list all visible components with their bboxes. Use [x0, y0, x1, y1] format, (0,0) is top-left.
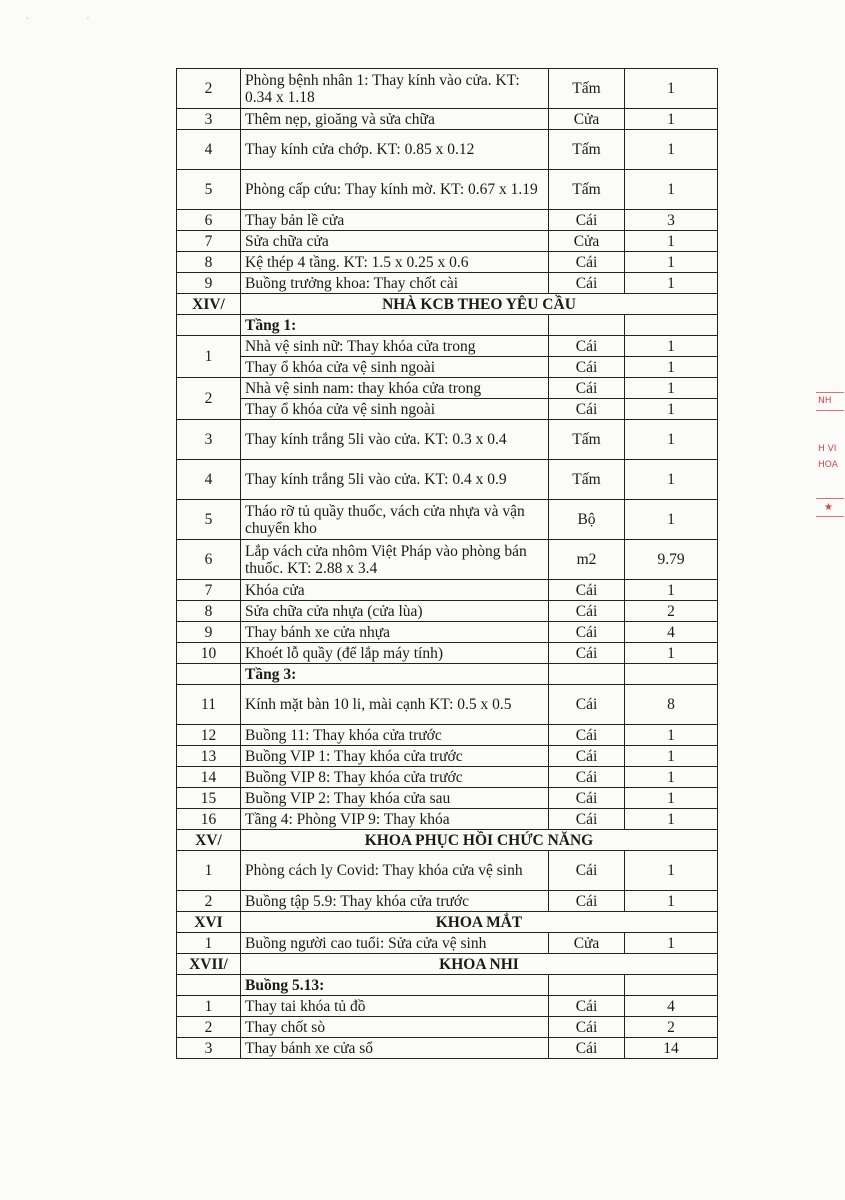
table-row: [177, 357, 718, 378]
row-unit: Cái: [549, 891, 625, 912]
table-row: [177, 996, 718, 1017]
row-description: Thay bánh xe cửa sổ: [241, 1038, 549, 1059]
table-row: [177, 767, 718, 788]
table-row: [177, 601, 718, 622]
row-number: 1: [177, 851, 241, 891]
table-row: [177, 109, 718, 130]
row-quantity: 1: [625, 69, 718, 109]
scan-specks: · ·: [26, 14, 118, 23]
row-number: 2: [177, 378, 241, 420]
section-number: XVI: [177, 912, 241, 933]
row-description: Nhà vệ sinh nam: thay khóa cửa trong: [241, 378, 549, 399]
table-row: [177, 1017, 718, 1038]
row-description: Kệ thép 4 tầng. KT: 1.5 x 0.25 x 0.6: [241, 252, 549, 273]
row-quantity: 1: [625, 460, 718, 500]
repair-items-table: [176, 68, 718, 1059]
row-quantity: 1: [625, 420, 718, 460]
table-row: [177, 170, 718, 210]
row-quantity: 1: [625, 891, 718, 912]
row-unit: Cái: [549, 996, 625, 1017]
table-row: [177, 130, 718, 170]
table-row: [177, 891, 718, 912]
row-description: Thay ổ khóa cửa vệ sinh ngoài: [241, 399, 549, 420]
row-quantity: 1: [625, 273, 718, 294]
row-quantity: 1: [625, 788, 718, 809]
table-row: [177, 69, 718, 109]
table-row: [177, 725, 718, 746]
row-unit: Tấm: [549, 130, 625, 170]
row-description: Buồng 11: Thay khóa cửa trước: [241, 725, 549, 746]
row-unit: Cái: [549, 746, 625, 767]
row-number: 8: [177, 601, 241, 622]
row-number: 1: [177, 933, 241, 954]
row-description: Phòng bệnh nhân 1: Thay kính vào cửa. KT: 0.34 x 1.18: [241, 69, 549, 109]
row-quantity: 1: [625, 746, 718, 767]
row-number: 10: [177, 643, 241, 664]
row-unit: Cửa: [549, 933, 625, 954]
row-quantity: 14: [625, 1038, 718, 1059]
row-number: 6: [177, 210, 241, 231]
row-description: Buồng tập 5.9: Thay khóa cửa trước: [241, 891, 549, 912]
row-description: Thay tai khóa tủ đồ: [241, 996, 549, 1017]
row-quantity: 1: [625, 252, 718, 273]
empty-cell: [177, 664, 241, 685]
section-title: KHOA MẮT: [241, 912, 718, 933]
row-unit: Cái: [549, 273, 625, 294]
section-header-row: [177, 954, 718, 975]
subheading: Buồng 5.13:: [241, 975, 549, 996]
table-row: [177, 336, 718, 357]
row-unit: Cái: [549, 643, 625, 664]
row-number: 5: [177, 170, 241, 210]
row-number: 1: [177, 996, 241, 1017]
row-unit: Cái: [549, 851, 625, 891]
row-number: 2: [177, 1017, 241, 1038]
row-quantity: 1: [625, 809, 718, 830]
row-quantity: 9.79: [625, 540, 718, 580]
row-description: Tháo rỡ tủ quầy thuốc, vách cửa nhựa và vận chuyển kho: [241, 500, 549, 540]
empty-cell: [625, 315, 718, 336]
row-number: 7: [177, 231, 241, 252]
subheading-row: [177, 664, 718, 685]
row-unit: Cửa: [549, 231, 625, 252]
table-row: [177, 809, 718, 830]
section-number: XIV/: [177, 294, 241, 315]
table-row: [177, 273, 718, 294]
section-title: KHOA PHỤC HỒI CHỨC NĂNG: [241, 830, 718, 851]
stamp-text-2: H VI: [818, 444, 837, 454]
stamp-text-3: HOA: [818, 460, 838, 470]
table-row: [177, 851, 718, 891]
row-description: Thay kính trắng 5li vào cửa. KT: 0.4 x 0.9: [241, 460, 549, 500]
row-unit: Cửa: [549, 109, 625, 130]
red-seal-stamp: [812, 390, 845, 530]
row-quantity: 1: [625, 643, 718, 664]
row-number: 11: [177, 685, 241, 725]
row-description: Buồng VIP 1: Thay khóa cửa trước: [241, 746, 549, 767]
row-quantity: 8: [625, 685, 718, 725]
row-quantity: 1: [625, 357, 718, 378]
row-unit: Cái: [549, 378, 625, 399]
row-description: Thay chốt sò: [241, 1017, 549, 1038]
table-row: [177, 580, 718, 601]
table-row: [177, 622, 718, 643]
table-row: [177, 231, 718, 252]
row-unit: Cái: [549, 767, 625, 788]
table-row: [177, 643, 718, 664]
row-unit: Cái: [549, 809, 625, 830]
table-row: [177, 500, 718, 540]
table-row: [177, 685, 718, 725]
row-unit: Tấm: [549, 69, 625, 109]
section-header-row: [177, 294, 718, 315]
table-row: [177, 378, 718, 399]
row-quantity: 1: [625, 130, 718, 170]
table-row: [177, 933, 718, 954]
row-unit: Cái: [549, 252, 625, 273]
empty-cell: [549, 315, 625, 336]
row-quantity: 1: [625, 378, 718, 399]
section-number: XV/: [177, 830, 241, 851]
row-unit: Cái: [549, 1017, 625, 1038]
row-quantity: 1: [625, 933, 718, 954]
empty-cell: [177, 315, 241, 336]
row-quantity: 1: [625, 399, 718, 420]
row-quantity: 4: [625, 622, 718, 643]
row-quantity: 1: [625, 767, 718, 788]
row-description: Thay bánh xe cửa nhựa: [241, 622, 549, 643]
row-number: 3: [177, 420, 241, 460]
row-quantity: 1: [625, 500, 718, 540]
row-description: Thay kính cửa chớp. KT: 0.85 x 0.12: [241, 130, 549, 170]
empty-cell: [625, 664, 718, 685]
row-number: 8: [177, 252, 241, 273]
row-number: 3: [177, 109, 241, 130]
row-unit: Cái: [549, 1038, 625, 1059]
empty-cell: [625, 975, 718, 996]
row-number: 3: [177, 1038, 241, 1059]
row-quantity: 3: [625, 210, 718, 231]
row-quantity: 1: [625, 851, 718, 891]
row-description: Sửa chữa cửa: [241, 231, 549, 252]
row-quantity: 2: [625, 1017, 718, 1038]
row-description: Nhà vệ sinh nữ: Thay khóa cửa trong: [241, 336, 549, 357]
table-row: [177, 420, 718, 460]
row-unit: Tấm: [549, 460, 625, 500]
row-unit: Cái: [549, 725, 625, 746]
row-quantity: 1: [625, 109, 718, 130]
empty-cell: [177, 975, 241, 996]
section-header-row: [177, 912, 718, 933]
row-quantity: 1: [625, 231, 718, 252]
subheading-row: [177, 315, 718, 336]
empty-cell: [549, 975, 625, 996]
row-number: 13: [177, 746, 241, 767]
table-row: [177, 788, 718, 809]
row-number: 1: [177, 336, 241, 378]
row-description: Buồng VIP 8: Thay khóa cửa trước: [241, 767, 549, 788]
section-title: NHÀ KCB THEO YÊU CẦU: [241, 294, 718, 315]
table-row: [177, 540, 718, 580]
row-unit: Cái: [549, 210, 625, 231]
table-row: [177, 399, 718, 420]
row-description: Thay ổ khóa cửa vệ sinh ngoài: [241, 357, 549, 378]
row-quantity: 1: [625, 336, 718, 357]
row-quantity: 4: [625, 996, 718, 1017]
row-number: 5: [177, 500, 241, 540]
row-number: 6: [177, 540, 241, 580]
row-unit: Cái: [549, 622, 625, 643]
row-quantity: 1: [625, 580, 718, 601]
row-unit: Tấm: [549, 170, 625, 210]
stamp-star: ★: [824, 502, 833, 513]
stamp-text-1: NH: [818, 396, 832, 406]
row-quantity: 2: [625, 601, 718, 622]
table-row: [177, 210, 718, 231]
row-number: 2: [177, 69, 241, 109]
row-number: 2: [177, 891, 241, 912]
row-number: 4: [177, 460, 241, 500]
subheading: Tầng 3:: [241, 664, 549, 685]
row-description: Buồng VIP 2: Thay khóa cửa sau: [241, 788, 549, 809]
row-number: 9: [177, 622, 241, 643]
row-number: 16: [177, 809, 241, 830]
row-unit: Cái: [549, 399, 625, 420]
table-body: [177, 69, 718, 1059]
table-row: [177, 746, 718, 767]
empty-cell: [549, 664, 625, 685]
row-number: 9: [177, 273, 241, 294]
row-unit: Tấm: [549, 420, 625, 460]
row-number: 4: [177, 130, 241, 170]
row-quantity: 1: [625, 170, 718, 210]
table-row: [177, 460, 718, 500]
section-header-row: [177, 830, 718, 851]
row-number: 12: [177, 725, 241, 746]
table-row: [177, 252, 718, 273]
row-number: 15: [177, 788, 241, 809]
row-description: Phòng cách ly Covid: Thay khóa cửa vệ sinh: [241, 851, 549, 891]
row-unit: m2: [549, 540, 625, 580]
section-title: KHOA NHI: [241, 954, 718, 975]
row-description: Thêm nẹp, gioăng và sửa chữa: [241, 109, 549, 130]
row-unit: Cái: [549, 336, 625, 357]
row-number: 7: [177, 580, 241, 601]
row-description: Khoét lỗ quầy (để lắp máy tính): [241, 643, 549, 664]
row-unit: Cái: [549, 601, 625, 622]
row-description: Thay kính trắng 5li vào cửa. KT: 0.3 x 0.4: [241, 420, 549, 460]
row-unit: Cái: [549, 357, 625, 378]
table-row: [177, 1038, 718, 1059]
row-unit: Cái: [549, 788, 625, 809]
row-description: Kính mặt bàn 10 li, mài cạnh KT: 0.5 x 0.5: [241, 685, 549, 725]
row-description: Khóa cửa: [241, 580, 549, 601]
row-description: Lắp vách cửa nhôm Việt Pháp vào phòng bán thuốc. KT: 2.88 x 3.4: [241, 540, 549, 580]
row-unit: Bộ: [549, 500, 625, 540]
row-description: Buồng trưởng khoa: Thay chốt cài: [241, 273, 549, 294]
row-quantity: 1: [625, 725, 718, 746]
row-number: 14: [177, 767, 241, 788]
row-description: Tầng 4: Phòng VIP 9: Thay khóa: [241, 809, 549, 830]
subheading-row: [177, 975, 718, 996]
row-description: Sửa chữa cửa nhựa (cửa lùa): [241, 601, 549, 622]
row-description: Thay bản lề cửa: [241, 210, 549, 231]
row-description: Phòng cấp cứu: Thay kính mờ. KT: 0.67 x 1.19: [241, 170, 549, 210]
section-number: XVII/: [177, 954, 241, 975]
row-description: Buồng người cao tuổi: Sửa cửa vệ sinh: [241, 933, 549, 954]
row-unit: Cái: [549, 580, 625, 601]
row-unit: Cái: [549, 685, 625, 725]
subheading: Tầng 1:: [241, 315, 549, 336]
